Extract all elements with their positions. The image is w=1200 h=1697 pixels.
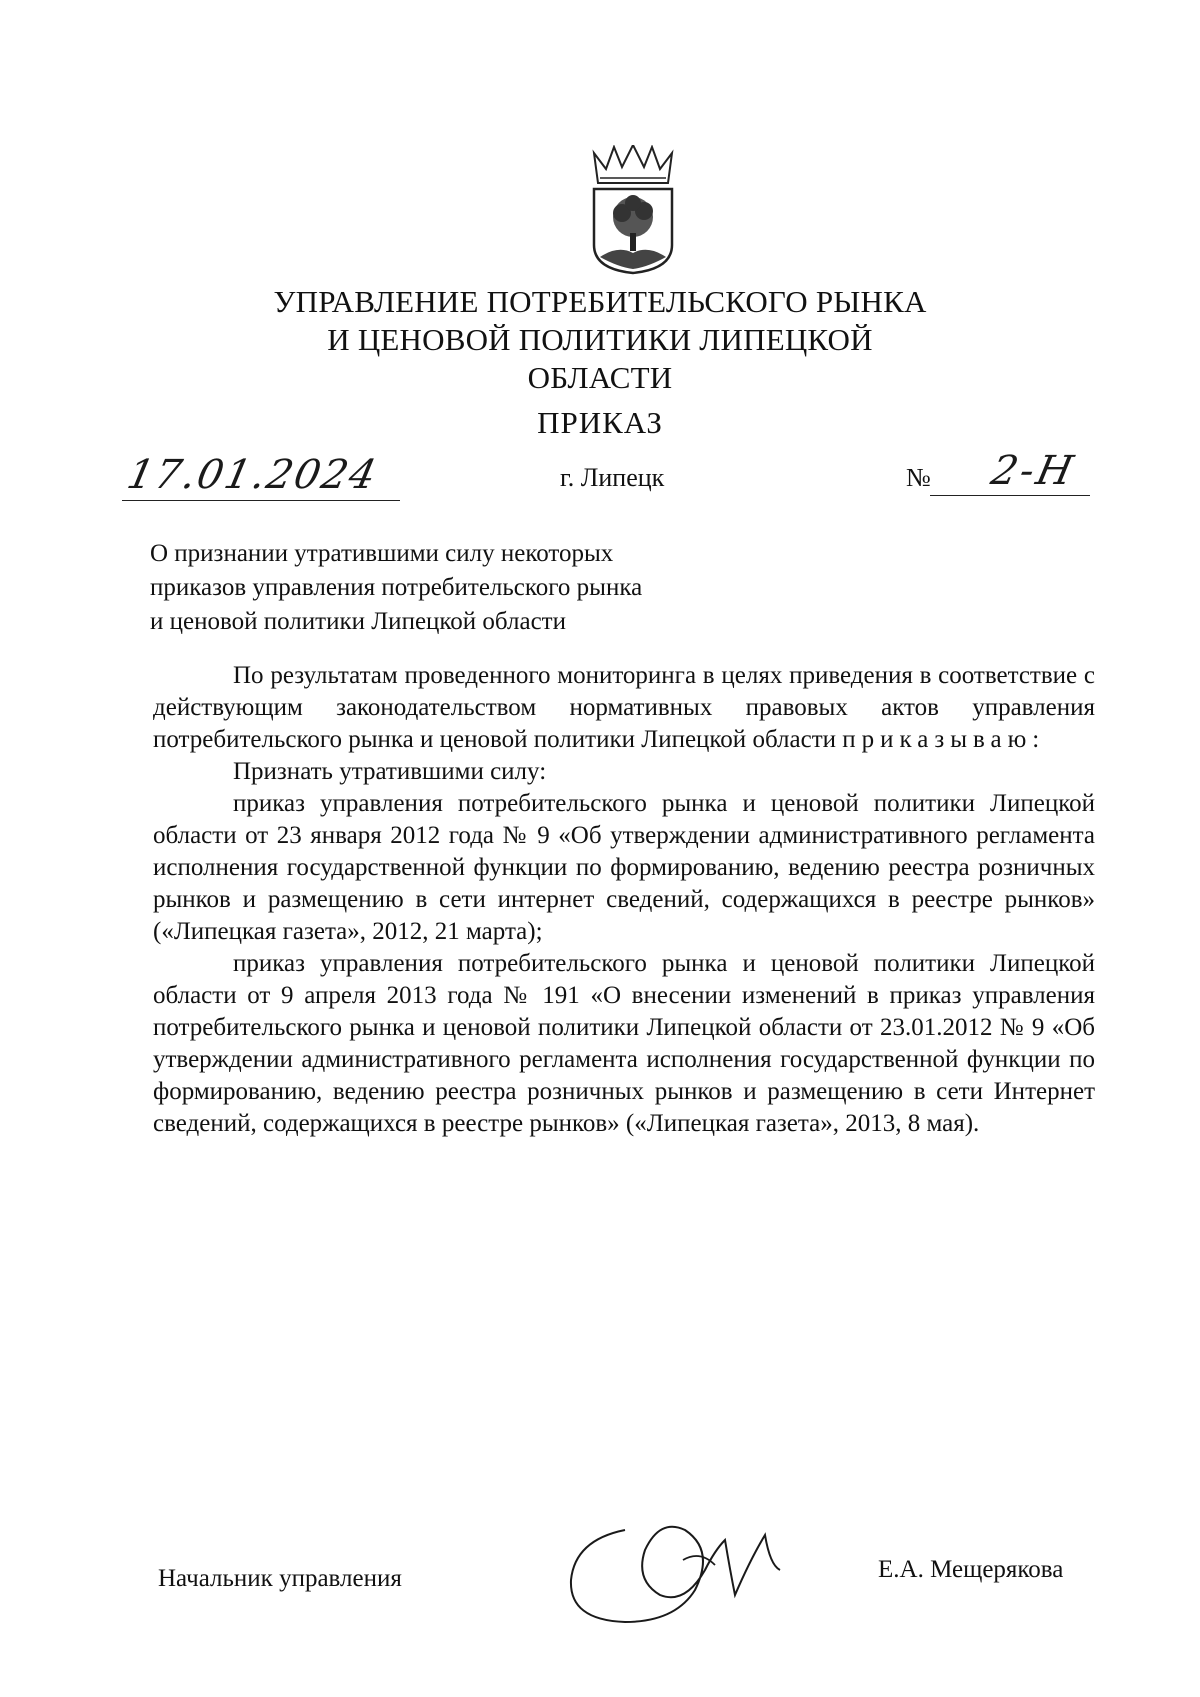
date-underline xyxy=(122,500,400,501)
signer-name: Е.А. Мещерякова xyxy=(878,1556,1064,1583)
paragraph-1-text: По результатам проведенного мониторинга в целях приведения в соответствие с действующим законодательством нормативных правовых актов управления потребительского рынка и ценовой политики Липецкой области xyxy=(153,662,1095,753)
number-underline xyxy=(930,495,1090,496)
body-paragraph-3: приказ управления потребительского рынка и ценовой политики Липецкой области от 23 января 2012 года № 9 «Об утверждении административного регламента исполнения государственной функции по формированию, ведению реестра розничных рынков и размещению в сети интернет сведений, содержащихся в реестре рынков» («Липецкая газета», 2012, 21 марта); xyxy=(153,790,1095,945)
number-label: № xyxy=(906,463,931,492)
title-line-3: и ценовой политики Липецкой области xyxy=(150,608,566,635)
coat-of-arms-icon xyxy=(588,145,678,275)
body-paragraph-2: Признать утратившими силу: xyxy=(233,758,547,785)
signer-position: Начальник управления xyxy=(158,1565,402,1592)
order-title xyxy=(150,537,750,639)
title-line-1: О признании утратившими силу некоторых xyxy=(150,540,614,567)
order-keyword: приказываю: xyxy=(842,726,1046,753)
body-paragraph-1 xyxy=(153,660,1095,756)
handwritten-date: 17.01.2024 xyxy=(123,452,382,498)
document-type: ПРИКАЗ xyxy=(537,405,663,440)
org-line-2: И ЦЕНОВОЙ ПОЛИТИКИ ЛИПЕЦКОЙ ОБЛАСТИ xyxy=(327,322,873,395)
org-line-1: УПРАВЛЕНИЕ ПОТРЕБИТЕЛЬСКОГО РЫНКА xyxy=(273,284,927,319)
title-line-2: приказов управления потребительского рынка xyxy=(150,574,643,601)
signature-icon xyxy=(565,1510,790,1630)
organization-name xyxy=(260,283,940,397)
order-body xyxy=(153,660,1095,1140)
handwritten-number: 2-Н xyxy=(987,448,1080,494)
city: г. Липецк xyxy=(560,463,665,492)
body-paragraph-4: приказ управления потребительского рынка и ценовой политики Липецкой области от 9 апреля 2013 года № 191 «О внесении изменений в приказ управления потребительского рынка и ценовой политики Липецкой области от 23.01.2012 № 9 «Об утверждении административного регламента исполнения государственной функции по формированию, ведению реестра розничных рынков и размещению в сети Интернет сведений, содержащихся в реестре рынков» («Липецкая газета», 2013, 8 мая). xyxy=(153,950,1095,1137)
